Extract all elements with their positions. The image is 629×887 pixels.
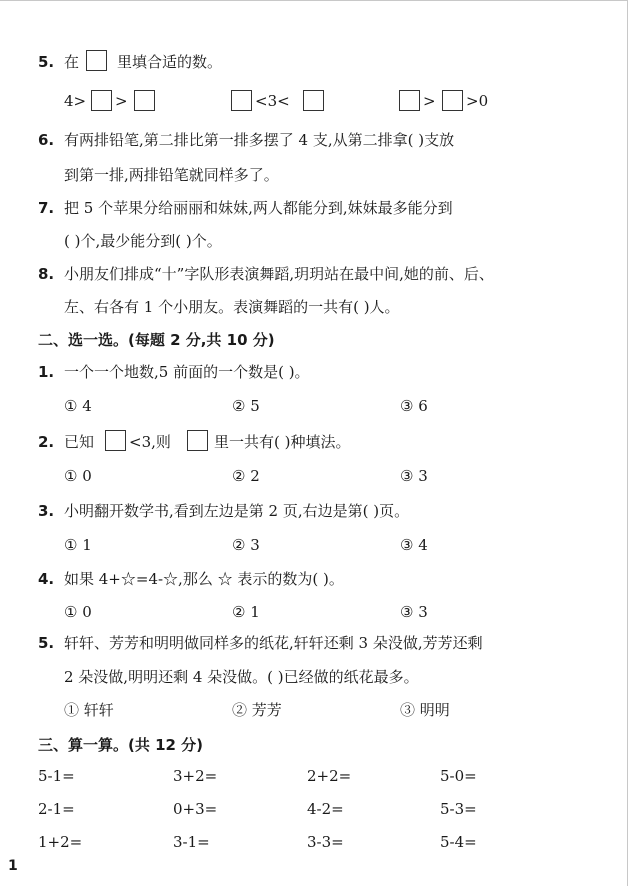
question-text: 如果 4+☆=4-☆,那么 ☆ 表示的数为( )。 bbox=[64, 570, 344, 588]
expression-text: > bbox=[115, 92, 128, 110]
calc-item: 5-3= bbox=[440, 800, 477, 818]
question-text: <3,则 bbox=[129, 433, 171, 451]
option-b[interactable]: ② 2 bbox=[232, 467, 260, 485]
question-text: 左、右各有 1 个小朋友。表演舞蹈的一共有( )人。 bbox=[64, 298, 400, 316]
option-a[interactable]: ① 1 bbox=[64, 536, 92, 554]
option-c[interactable]: ③ 4 bbox=[400, 536, 428, 554]
option-a[interactable]: ① 4 bbox=[64, 397, 92, 415]
option-b[interactable]: ② 芳芳 bbox=[232, 701, 282, 719]
question-text: 2 朵没做,明明还剩 4 朵没做。( )已经做的纸花最多。 bbox=[64, 668, 419, 686]
answer-box[interactable] bbox=[86, 50, 107, 71]
option-b[interactable]: ② 5 bbox=[232, 397, 260, 415]
section-heading: 三、算一算。(共 12 分) bbox=[38, 736, 204, 754]
option-a[interactable]: ① 0 bbox=[64, 603, 92, 621]
page-number: 1 bbox=[8, 858, 18, 874]
expression-text: >0 bbox=[466, 92, 489, 110]
calc-item: 4-2= bbox=[307, 800, 344, 818]
question-text: ( )个,最少能分到( )个。 bbox=[64, 232, 222, 250]
question-text: 小明翻开数学书,看到左边是第 2 页,右边是第( )页。 bbox=[64, 502, 410, 520]
question-number: 5. bbox=[38, 634, 55, 652]
calc-item: 5-1= bbox=[38, 767, 75, 785]
answer-box[interactable] bbox=[187, 430, 208, 451]
expression-text: 4> bbox=[64, 92, 87, 110]
question-text: 在 bbox=[64, 53, 80, 71]
question-number: 3. bbox=[38, 502, 55, 520]
option-c[interactable]: ③ 明明 bbox=[400, 701, 450, 719]
option-c[interactable]: ③ 6 bbox=[400, 397, 428, 415]
question-text: 小朋友们排成“十”字队形表演舞蹈,玥玥站在最中间,她的前、后、 bbox=[64, 265, 494, 283]
option-b[interactable]: ② 1 bbox=[232, 603, 260, 621]
question-text: 轩轩、芳芳和明明做同样多的纸花,轩轩还剩 3 朵没做,芳芳还剩 bbox=[64, 634, 483, 652]
answer-box[interactable] bbox=[303, 90, 324, 111]
question-text: 里填合适的数。 bbox=[117, 53, 223, 71]
question-text: 到第一排,两排铅笔就同样多了。 bbox=[64, 166, 279, 184]
question-number: 1. bbox=[38, 363, 55, 381]
option-c[interactable]: ③ 3 bbox=[400, 603, 428, 621]
calc-item: 5-0= bbox=[440, 767, 477, 785]
calc-item: 0+3= bbox=[173, 800, 218, 818]
question-text: 里一共有( )种填法。 bbox=[214, 433, 351, 451]
answer-box[interactable] bbox=[231, 90, 252, 111]
answer-box[interactable] bbox=[91, 90, 112, 111]
question-text: 已知 bbox=[64, 433, 95, 451]
calc-item: 3-1= bbox=[173, 833, 210, 851]
calc-item: 3+2= bbox=[173, 767, 218, 785]
answer-box[interactable] bbox=[134, 90, 155, 111]
question-text: 有两排铅笔,第二排比第一排多摆了 4 支,从第二排拿( )支放 bbox=[64, 131, 455, 149]
option-c[interactable]: ③ 3 bbox=[400, 467, 428, 485]
question-text: 把 5 个苹果分给丽丽和妹妹,两人都能分到,妹妹最多能分到 bbox=[64, 199, 453, 217]
question-text: 一个一个地数,5 前面的一个数是( )。 bbox=[64, 363, 310, 381]
question-number: 8. bbox=[38, 265, 55, 283]
expression-text: > bbox=[423, 92, 436, 110]
answer-box[interactable] bbox=[399, 90, 420, 111]
question-number: 2. bbox=[38, 433, 55, 451]
option-a[interactable]: ① 轩轩 bbox=[64, 701, 114, 719]
calc-item: 5-4= bbox=[440, 833, 477, 851]
section-heading: 二、选一选。(每题 2 分,共 10 分) bbox=[38, 331, 275, 349]
expression-text: <3< bbox=[255, 92, 290, 110]
answer-box[interactable] bbox=[442, 90, 463, 111]
calc-item: 2+2= bbox=[307, 767, 352, 785]
calc-item: 2-1= bbox=[38, 800, 75, 818]
question-number: 7. bbox=[38, 199, 55, 217]
calc-item: 1+2= bbox=[38, 833, 83, 851]
answer-box[interactable] bbox=[105, 430, 126, 451]
option-b[interactable]: ② 3 bbox=[232, 536, 260, 554]
question-number: 6. bbox=[38, 131, 55, 149]
question-number: 5. bbox=[38, 53, 55, 71]
option-a[interactable]: ① 0 bbox=[64, 467, 92, 485]
calc-item: 3-3= bbox=[307, 833, 344, 851]
question-number: 4. bbox=[38, 570, 55, 588]
